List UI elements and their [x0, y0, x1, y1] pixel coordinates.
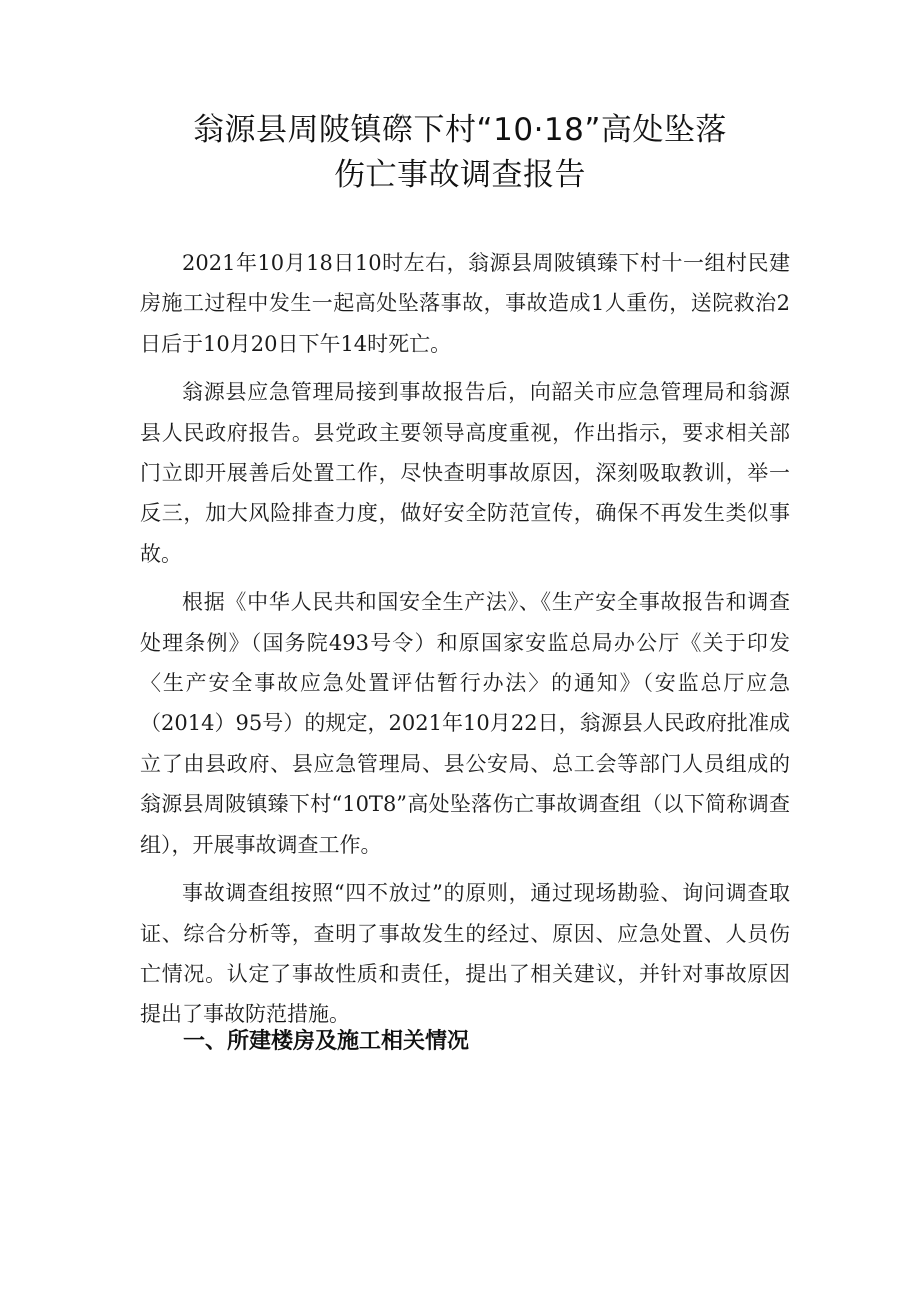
report-title-line-2: 伤亡事故调查报告 — [334, 157, 586, 193]
section-heading-1: 一、所建楼房及施工相关情况 — [183, 1029, 470, 1054]
report-body — [140, 243, 790, 1043]
report-title-line-1: 翁源县周陂镇磜下村“10·18”高处坠落 — [193, 112, 727, 148]
paragraph-investigation: 事故调查组按照“四不放过”的原则，通过现场勘验、询问调查取证、综合分析等，查明了事故发生的经过、原因、应急处置、人员伤亡情况。认定了事故性质和责任，提出了相关建议，并针对事故原因提出了事故防范措施。 — [140, 881, 790, 1027]
paragraph-incident-summary: 2021年10月18日10时左右，翁源县周陂镇臻下村十一组村民建房施工过程中发生一起高处坠落事故，事故造成1人重伤，送院救治2日后于10月20日下午14时死亡。 — [140, 251, 790, 356]
paragraph-response: 翁源县应急管理局接到事故报告后，向韶关市应急管理局和翁源县人民政府报告。县党政主要领导高度重视，作出指示，要求相关部门立即开展善后处置工作，尽快查明事故原因，深刻吸取教训，举一反三，加大风险排查力度，做好安全防范宣传，确保不再发生类似事故。 — [140, 380, 790, 566]
paragraph-legal-basis: 根据《中华人民共和国安全生产法》、《生产安全事故报告和调查处理条例》（国务院493号令）和原国家安监总局办公厅《关于印发〈生产安全事故应急处置评估暂行办法〉的通知》（安监总厅应急（2014）95号）的规定，2021年10月22日，翁源县人民政府批准成立了由县政府、县应急管理局、县公安局、总工会等部门人员组成的翁源县周陂镇臻下村“10T8”高处坠落伤亡事故调查组（以下简称调查组），开展事故调查工作。 — [140, 590, 790, 857]
